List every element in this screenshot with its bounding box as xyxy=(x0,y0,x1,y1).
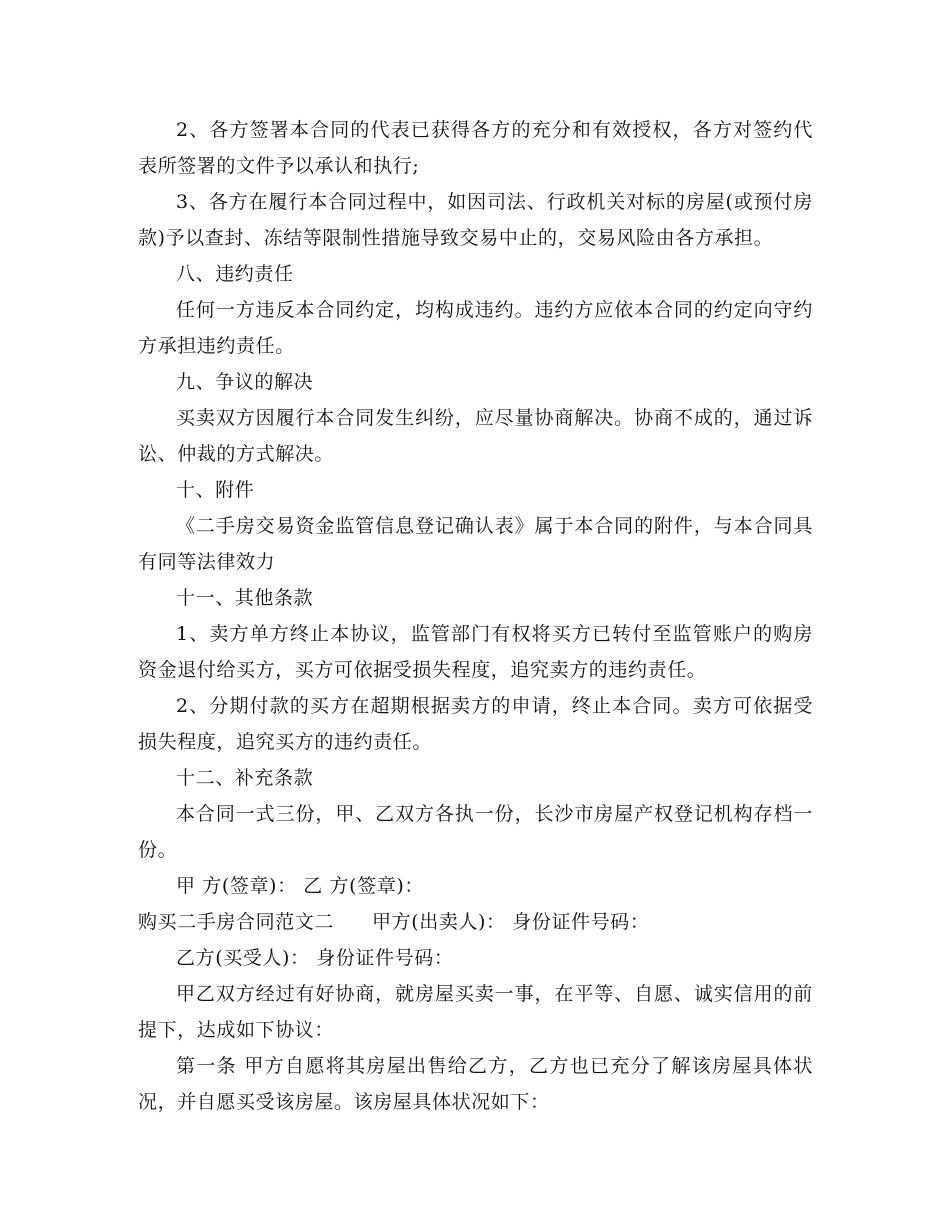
other-terms-clause-2: 2、分期付款的买方在超期根据卖方的申请，终止本合同。卖方可依据受损失程度，追究买方的违约责任。 xyxy=(138,695,813,753)
article-1: 第一条 甲方自愿将其房屋出售给乙方，乙方也已充分了解该房屋具体状况，并自愿买受该房屋。该房屋具体状况如下： xyxy=(138,1055,813,1113)
contract-title: 购买二手房合同范文二 xyxy=(138,911,335,933)
other-terms-clause-1: 1、卖方单方终止本协议，监管部门有权将买方已转付至监管账户的购房资金退付给买方，买方可依据受损失程度，追究卖方的违约责任。 xyxy=(138,623,813,681)
clause-2-authorization: 2、各方签署本合同的代表已获得各方的充分和有效授权，各方对签约代表所签署的文件予以承认和执行; xyxy=(138,119,813,177)
clause-3-risk: 3、各方在履行本合同过程中，如因司法、行政机关对标的房屋(或预付房款)予以查封、冻结等限制性措施导致交易中止的，交易风险由各方承担。 xyxy=(138,191,813,249)
dispute-clause: 买卖双方因履行本合同发生纠纷，应尽量协商解决。协商不成的，通过诉讼、仲裁的方式解决。 xyxy=(138,407,813,465)
copies-clause: 本合同一式三份，甲、乙双方各执一份，长沙市房屋产权登记机构存档一份。 xyxy=(138,803,813,861)
section-heading-attachment: 十、附件 xyxy=(176,479,255,501)
attachment-clause: 《二手房交易资金监管信息登记确认表》属于本合同的附件，与本合同具有同等法律效力 xyxy=(138,515,813,573)
section-heading-dispute: 九、争议的解决 xyxy=(176,371,314,393)
section-heading-other-terms: 十一、其他条款 xyxy=(176,587,314,609)
section-heading-breach: 八、违约责任 xyxy=(176,263,294,285)
signature-line: 甲 方(签章)： 乙 方(签章)： xyxy=(176,875,424,897)
breach-clause: 任何一方违反本合同约定，均构成违约。违约方应依本合同的约定向守约方承担违约责任。 xyxy=(138,299,813,357)
buyer-identity-line: 乙方(买受人)： 身份证件号码： xyxy=(176,947,454,969)
document-body xyxy=(138,112,813,1120)
section-heading-supplementary: 十二、补充条款 xyxy=(176,767,314,789)
seller-identity-line: 甲方(出卖人)： 身份证件号码： xyxy=(372,911,650,933)
agreement-preamble: 甲乙双方经过有好协商，就房屋买卖一事，在平等、自愿、诚实信用的前提下，达成如下协议： xyxy=(138,983,813,1041)
contract-title-line xyxy=(138,904,813,940)
